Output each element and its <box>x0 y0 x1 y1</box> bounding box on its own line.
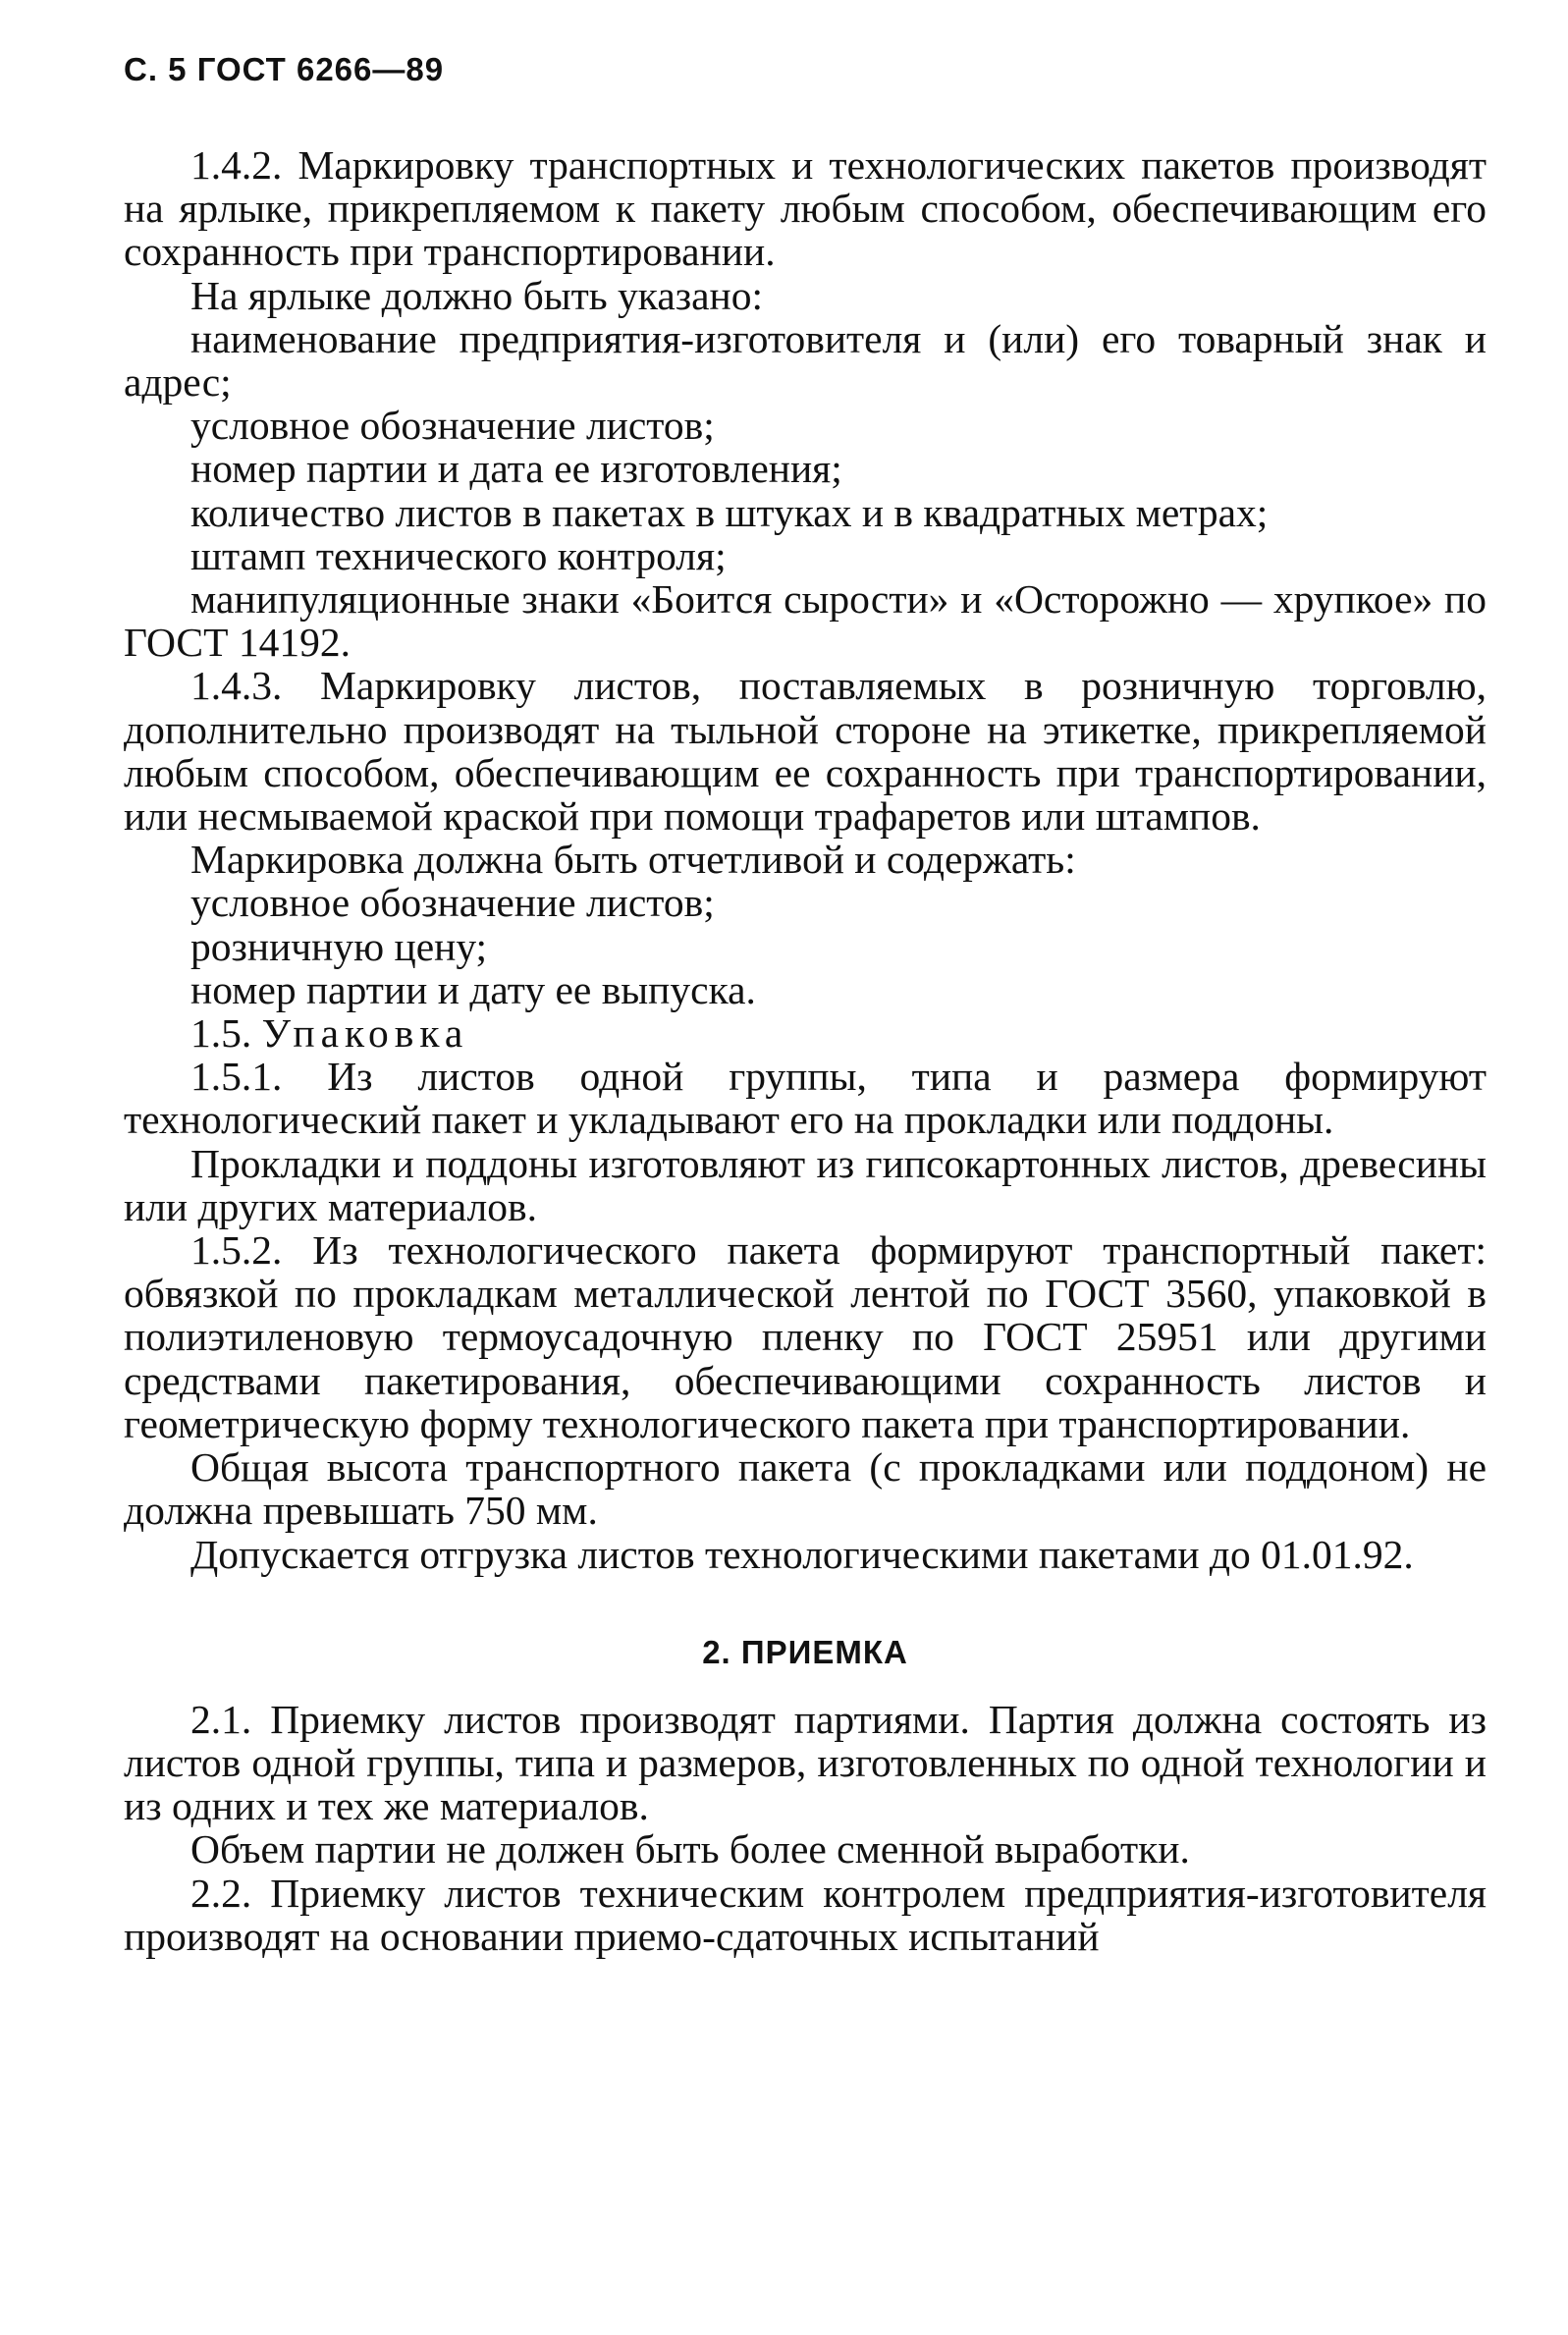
list-item: розничную цену; <box>190 923 488 969</box>
list-item: количество листов в пакетах в штуках и в квадратных метрах; <box>190 489 1269 535</box>
list-item: номер партии и дата ее изготовления; <box>190 446 842 492</box>
page-body <box>124 143 1487 1958</box>
running-head: С. 5 ГОСТ 6266—89 <box>124 51 445 87</box>
list-item: номер партии и дату ее выпуска. <box>190 966 756 1012</box>
label-intro: На ярлыке должно быть указано: <box>190 272 764 318</box>
clause-1-5-2-b: Общая высота транспортного пакета (с прокладками или поддоном) не должна превышать 750 мм. <box>124 1444 1487 1534</box>
retail-intro: Маркировка должна быть отчетливой и содержать: <box>190 837 1076 883</box>
clause-1-5-1-b: Прокладки и поддоны изготовляют из гипсокартонных листов, древесины или других материалов. <box>124 1140 1487 1229</box>
list-item: условное обозначение листов; <box>190 880 715 926</box>
subsection-heading-1-5 <box>124 1011 1487 1055</box>
clause-2-1-b: Объем партии не должен быть более сменной выработки. <box>190 1826 1190 1873</box>
subsection-title: Упаковка <box>261 1010 469 1057</box>
clause-2-1: 2.1. Приемку листов производят партиями. Партия должна состоять из листов одной группы, типа и размеров, изготовленных по одной технологии и из одних и тех же материалов. <box>124 1696 1487 1829</box>
clause-1-5-1: 1.5.1. Из листов одной группы, типа и размера формируют технологический пакет и укладывают его на прокладки или поддоны. <box>124 1054 1487 1143</box>
list-item: наименование предприятия-изготовителя и (или) его товарный знак и адрес; <box>124 315 1487 406</box>
list-item: манипуляционные знаки «Боится сырости» и «Осторожно — хрупкое» по ГОСТ 14192. <box>124 576 1487 666</box>
clause-1-4-3: 1.4.3. Маркировку листов, поставляемых в розничную торговлю, дополнительно производят на тыльной стороне на этикетке, прикрепляемой любым способом, обеспечивающим ее сохранность при транспортировании, или несмываемой краской при помощи трафаретов или штампов. <box>124 663 1487 840</box>
clause-2-2: 2.2. Приемку листов техническим контролем предприятия-изготовителя производят на основании приемо-сдаточных испытаний <box>124 1870 1487 1959</box>
clause-1-4-2: 1.4.2. Маркировку транспортных и технологических пакетов производят на ярлыке, прикрепляемом к пакету любым способом, обеспечивающим его сохранность при транспортировании. <box>124 142 1487 275</box>
list-item: условное обозначение листов; <box>190 403 715 449</box>
subsection-number: 1.5. <box>190 1010 252 1057</box>
list-item: штамп технического контроля; <box>190 532 727 578</box>
section-title-2: 2. ПРИЕМКА <box>702 1633 908 1670</box>
clause-1-5-2: 1.5.2. Из технологического пакета формируют транспортный пакет: обвязкой по прокладкам металлической лентой по ГОСТ 3560, упаковкой в полиэтиленовую термоусадочную пленку по ГОСТ 25951 или другими средствами пакетирования, обеспечивающими сохранность листов и геометрическую форму технологического пакета при транспортировании. <box>124 1227 1487 1446</box>
clause-1-5-2-c: Допускается отгрузка листов технологическими пакетами до 01.01.92. <box>190 1531 1414 1577</box>
